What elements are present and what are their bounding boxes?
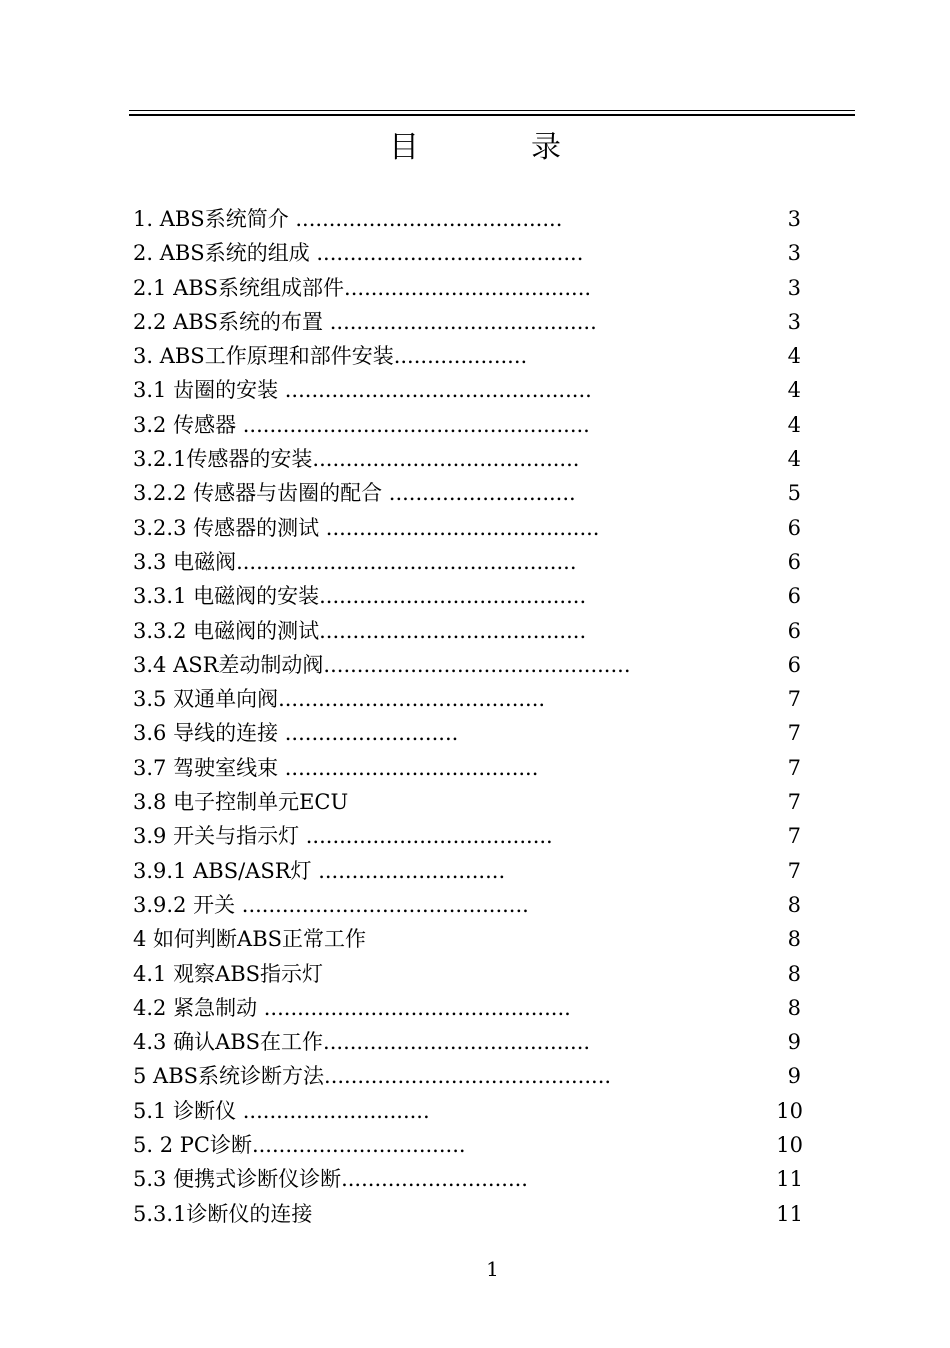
toc-entry: 3.5 双通单向阀........................................ [133,687,546,712]
toc-row[interactable] [133,614,813,648]
header-rule-thin [129,110,855,111]
toc-entry: 5.3.1诊断仪的连接 [133,1201,313,1226]
toc-row[interactable] [133,819,813,853]
toc-entry: 3.8 电子控制单元ECU [133,790,349,815]
toc-page-number: 11 [776,1167,803,1192]
toc-page-number: 9 [787,1030,801,1055]
toc-entry: 3.1 齿圈的安装 .............................................. [133,378,592,403]
toc-page-number: 3 [787,275,801,300]
toc-page-number: 8 [787,995,801,1020]
toc-entry: 4.2 紧急制动 .............................................. [133,995,571,1020]
toc-entry: 3.6 导线的连接 .......................... [133,721,459,746]
toc-page-number: 10 [776,1098,803,1123]
toc-page-number: 7 [787,755,801,780]
toc-entry: 3.2.3 传感器的测试 ......................................... [133,515,600,540]
toc-row[interactable] [133,271,813,305]
page-title [0,128,950,168]
toc-row[interactable] [133,716,813,750]
toc-entry: 3.2.2 传感器与齿圈的配合 ............................ [133,481,576,506]
toc-page-number: 4 [787,378,801,403]
toc-entry: 4.3 确认ABS在工作........................................ [133,1030,591,1055]
table-of-contents [133,202,813,1231]
toc-page-number: 6 [787,584,801,609]
toc-entry: 3.3 电磁阀................................................... [133,549,577,574]
toc-entry: 3.7 驾驶室线束 ...................................... [133,755,539,780]
toc-page-number: 7 [787,687,801,712]
toc-row[interactable] [133,339,813,373]
toc-row[interactable] [133,476,813,510]
toc-entry: 3.4 ASR差动制动阀.............................................. [133,652,631,677]
toc-entry: 5.3 便携式诊断仪诊断............................ [133,1167,528,1192]
toc-page-number: 4 [787,344,801,369]
toc-row[interactable] [133,888,813,922]
toc-page-number: 6 [787,652,801,677]
toc-row[interactable] [133,236,813,270]
toc-page-number: 7 [787,858,801,883]
toc-page-number: 7 [787,721,801,746]
toc-entry: 4 如何判断ABS正常工作 [133,927,367,952]
toc-page-number: 10 [776,1133,803,1158]
toc-entry: 5 ABS系统诊断方法........................................... [133,1064,612,1089]
toc-row[interactable] [133,1162,813,1196]
toc-page-number: 4 [787,447,801,472]
toc-row[interactable] [133,511,813,545]
toc-page-number: 3 [787,207,801,231]
toc-row[interactable] [133,1094,813,1128]
title-char-left: 目 [389,130,419,165]
toc-page-number: 3 [787,309,801,334]
toc-row[interactable] [133,854,813,888]
toc-entry: 1. ABS系统简介 ........................................ [133,207,563,231]
toc-page-number: 6 [787,515,801,540]
toc-page-number: 7 [787,790,801,815]
title-char-right: 录 [531,130,561,165]
toc-entry: 3.3.1 电磁阀的安装........................................ [133,584,587,609]
toc-row[interactable] [133,305,813,339]
toc-page-number: 4 [787,412,801,437]
toc-row[interactable] [133,682,813,716]
toc-page-number: 8 [787,927,801,952]
toc-row[interactable] [133,922,813,956]
toc-row[interactable] [133,442,813,476]
toc-page-number: 9 [787,1064,801,1089]
toc-entry: 5. 2 PC诊断................................ [133,1133,466,1158]
toc-entry: 3.2 传感器 .................................................... [133,412,590,437]
toc-entry: 2.2 ABS系统的布置 ........................................ [133,309,597,334]
toc-row[interactable] [133,648,813,682]
toc-row[interactable] [133,957,813,991]
toc-entry: 3.9.2 开关 ........................................... [133,892,529,917]
toc-entry: 5.1 诊断仪 ............................ [133,1098,430,1123]
toc-row[interactable] [133,751,813,785]
toc-entry: 3.2.1传感器的安装........................................ [133,447,580,472]
header-rule-thick [129,114,855,116]
toc-row[interactable] [133,1025,813,1059]
toc-entry: 2. ABS系统的组成 ........................................ [133,241,584,266]
toc-row[interactable] [133,991,813,1025]
toc-row[interactable] [133,1128,813,1162]
toc-row[interactable] [133,1059,813,1093]
toc-entry: 3.9.1 ABS/ASR灯 ............................ [133,858,506,883]
toc-page-number: 8 [787,892,801,917]
toc-row[interactable] [133,408,813,442]
toc-page-number: 3 [787,241,801,266]
toc-row[interactable] [133,785,813,819]
toc-row[interactable] [133,1197,813,1231]
toc-page-number: 6 [787,618,801,643]
toc-page-number: 8 [787,961,801,986]
toc-page-number: 11 [776,1201,803,1226]
toc-page-number: 5 [787,481,801,506]
toc-page-number: 7 [787,824,801,849]
toc-row[interactable] [133,373,813,407]
toc-entry: 2.1 ABS系统组成部件..................................... [133,275,592,300]
toc-entry: 4.1 观察ABS指示灯 [133,961,324,986]
toc-entry: 3.3.2 电磁阀的测试........................................ [133,618,587,643]
toc-row[interactable] [133,545,813,579]
toc-page-number: 6 [787,549,801,574]
page-number: 1 [486,1257,499,1281]
toc-entry: 3.9 开关与指示灯 ..................................... [133,824,553,849]
toc-entry: 3. ABS工作原理和部件安装.................... [133,344,528,369]
toc-row[interactable] [133,579,813,613]
toc-row[interactable] [133,202,813,236]
